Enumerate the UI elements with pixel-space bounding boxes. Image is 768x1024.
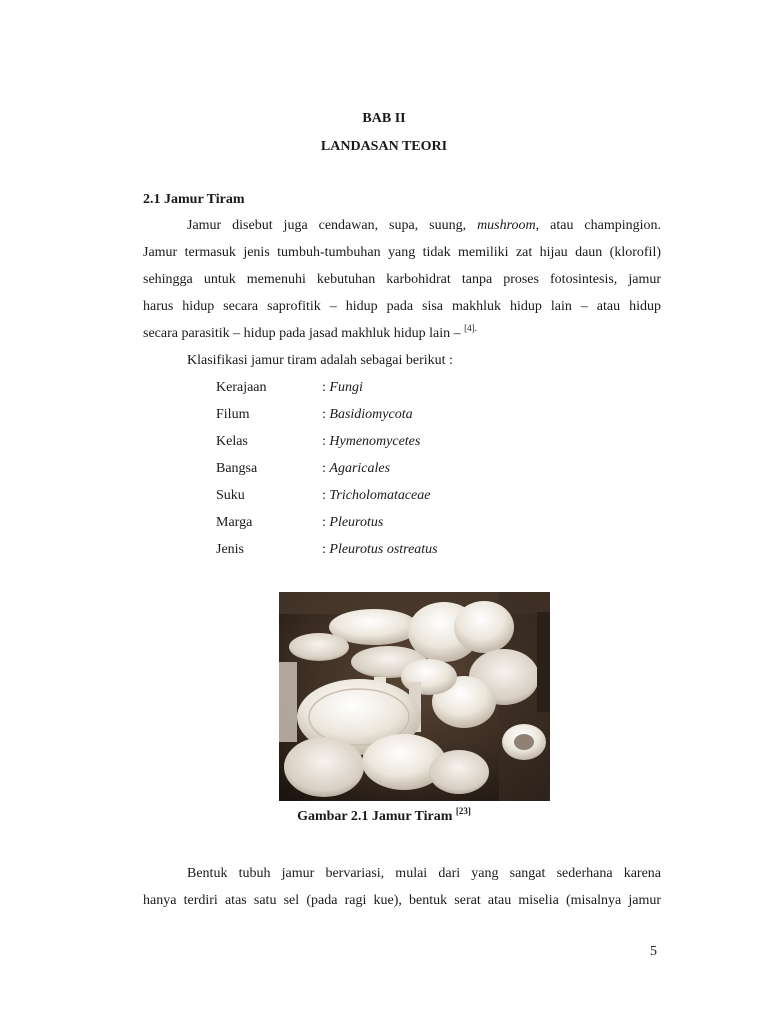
classification-list [216,374,516,563]
paragraph-2-line-1: Bentuk tubuh jamur bervariasi, mulai dari yang sangat sederhana karena [187,866,661,881]
citation-ref: [4]. [464,323,477,333]
caption-citation-ref: [23] [455,806,471,816]
paragraph-1-line-2: Jamur termasuk jenis tumbuh-tumbuhan yang tidak memiliki zat hijau daun (klorofil) [143,245,661,260]
mushroom-illustration [279,592,550,801]
paragraph-1 [143,212,661,347]
classification-row: Marga : Pleurotus [216,515,384,530]
oyster-mushroom-photo [279,592,550,801]
paragraph-2 [143,860,661,914]
figure-caption: Gambar 2.1 Jamur Tiram [23] [297,806,471,824]
paragraph-1-line-5: secara parasitik – hidup pada jasad makhluk hidup lain – $^{[4].}$ [143,323,477,341]
classification-row: Jenis : Pleurotus ostreatus [216,542,438,557]
classification-row: Suku : Tricholomataceae [216,488,431,503]
page-number: 5 [650,944,657,959]
classification-intro: Klasifikasi jamur tiram adalah sebagai berikut : [187,353,453,368]
paragraph-1-line-3: sehingga untuk memenuhi kebutuhan karbohidrat tanpa proses fotosintesis, jamur [143,272,661,287]
mushroom-term: mushroom [477,218,536,233]
classification-row: Bangsa : Agaricales [216,461,391,476]
chapter-title: BAB II [362,111,406,126]
section-heading: 2.1 Jamur Tiram [143,192,245,207]
paragraph-1-line-1: Jamur disebut juga cendawan, supa, suung, mushroom, atau champingion. [187,218,661,233]
chapter-subtitle: LANDASAN TEORI [320,139,448,154]
classification-row: Kerajaan : Fungi [216,380,363,395]
classification-row: Filum : Basidiomycota [216,407,413,422]
paragraph-2-line-2: hanya terdiri atas satu sel (pada ragi kue), bentuk serat atau miselia (misalnya jamur [143,893,661,908]
paragraph-1-line-4: harus hidup secara saprofitik – hidup pada sisa makhluk hidup lain – atau hidup [143,299,661,314]
classification-row: Kelas : Hymenomycetes [216,434,421,449]
